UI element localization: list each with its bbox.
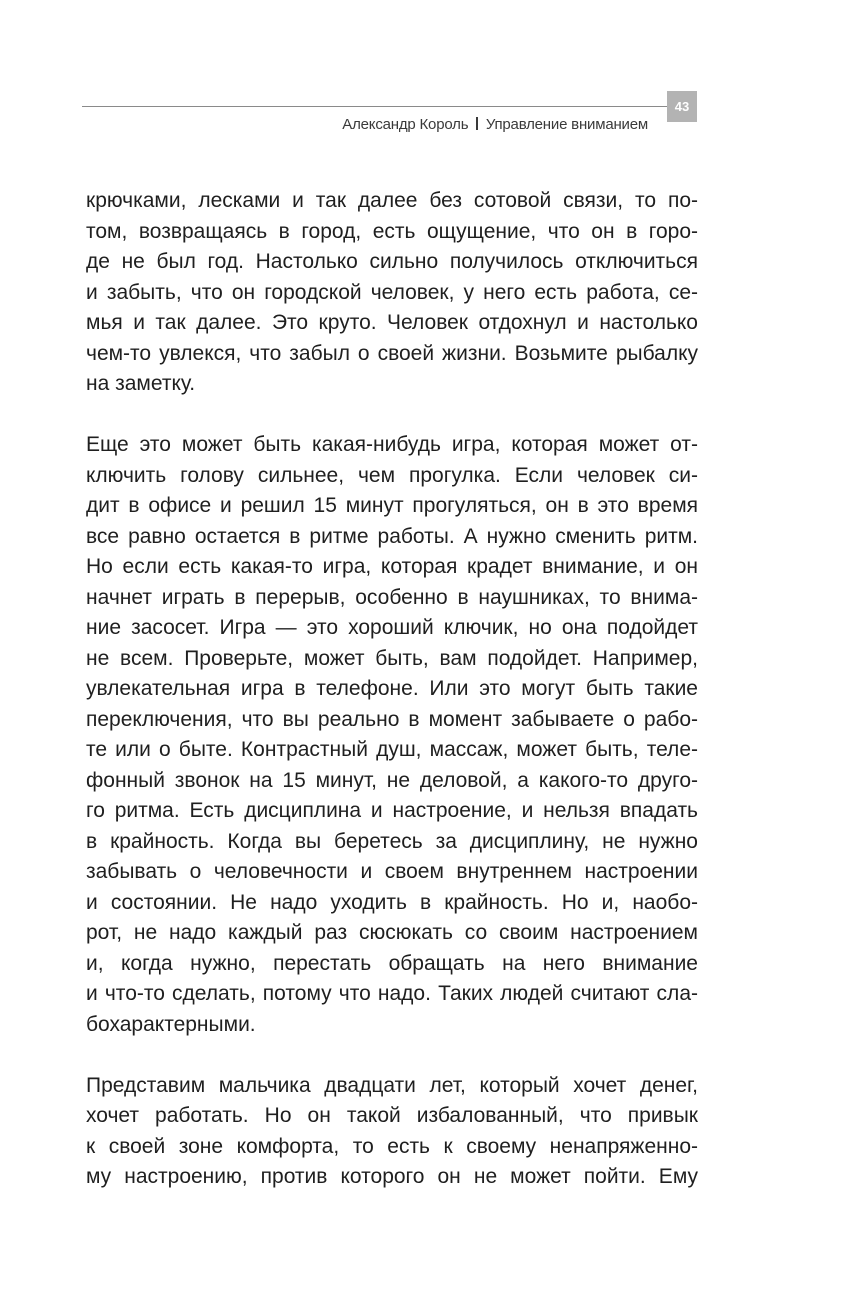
text-line: увлекательная игра в телефоне. Или это могут быть такие xyxy=(86,677,698,700)
body-text xyxy=(86,186,698,1223)
text-line: го ритма. Есть дисциплина и настроение, и нельзя впадать xyxy=(86,799,698,822)
text-line: чем-то увлекся, что забыл о своей жизни. Возьмите рыбалку xyxy=(86,341,698,365)
text-line: фонный звонок на 15 минут, не деловой, а какого-то друго- xyxy=(86,768,698,792)
text-line: в крайность. Когда вы беретесь за дисциплину, не нужно xyxy=(86,829,698,853)
text-line: и, когда нужно, перестать обращать на него внимание xyxy=(86,951,698,975)
text-line: де не был год. Настолько сильно получилось отключиться xyxy=(86,250,698,273)
text-line: на заметку. xyxy=(86,372,196,395)
paragraph xyxy=(86,430,698,1040)
text-line: Представим мальчика двадцати лет, который хочет денег, xyxy=(86,1073,698,1097)
text-line: ключить голову сильнее, чем прогулка. Если человек си- xyxy=(86,463,698,487)
text-line: Еще это может быть какая-нибудь игра, которая может от- xyxy=(86,433,698,456)
text-line: и состоянии. Не надо уходить в крайность. Но и, наобо- xyxy=(86,890,698,914)
text-line: все равно остается в ритме работы. А нужно сменить ритм. xyxy=(86,524,698,548)
running-head xyxy=(342,116,648,133)
text-line: бохарактерными. xyxy=(86,1012,256,1036)
text-line: забывать о человечности и своем внутреннем настроении xyxy=(86,860,698,883)
text-line: хочет работать. Но он такой избалованный, что привык xyxy=(86,1104,698,1127)
running-head-author: Александр Король xyxy=(342,116,469,133)
text-line: не всем. Проверьте, может быть, вам подойдет. Например, xyxy=(86,646,698,670)
text-line: к своей зоне комфорта, то есть к своему ненапряженно- xyxy=(86,1134,698,1158)
text-line: том, возвращаясь в город, есть ощущение, что он в горо- xyxy=(86,219,698,243)
text-line: ние засосет. Игра — это хороший ключик, но она подойдет xyxy=(86,616,698,639)
header-rule xyxy=(82,106,667,107)
text-line: Но если есть какая-то игра, которая крадет внимание, и он xyxy=(86,555,698,578)
paragraph xyxy=(86,1071,698,1193)
running-head-separator xyxy=(476,117,478,130)
text-line: крючками, лесками и так далее без сотовой связи, то по- xyxy=(86,189,698,212)
page-number: 43 xyxy=(667,91,697,122)
text-line: и что-то сделать, потому что надо. Таких людей считают сла- xyxy=(86,982,698,1005)
text-line: переключения, что вы реально в момент забываете о рабо- xyxy=(86,707,698,731)
paragraph xyxy=(86,186,698,400)
text-line: дит в офисе и решил 15 минут прогуляться, он в это время xyxy=(86,494,698,517)
text-line: рот, не надо каждый раз сюсюкать со своим настроением xyxy=(86,921,698,944)
text-line: те или о быте. Контрастный душ, массаж, может быть, теле- xyxy=(86,738,698,761)
text-line: мья и так далее. Это круто. Человек отдохнул и настолько xyxy=(86,311,698,334)
text-line: начнет играть в перерыв, особенно в наушниках, то внима- xyxy=(86,585,698,609)
running-head-title: Управление вниманием xyxy=(485,116,648,133)
text-line: му настроению, против которого он не может пойти. Ему xyxy=(86,1165,698,1188)
text-line: и забыть, что он городской человек, у него есть работа, се- xyxy=(86,280,698,304)
